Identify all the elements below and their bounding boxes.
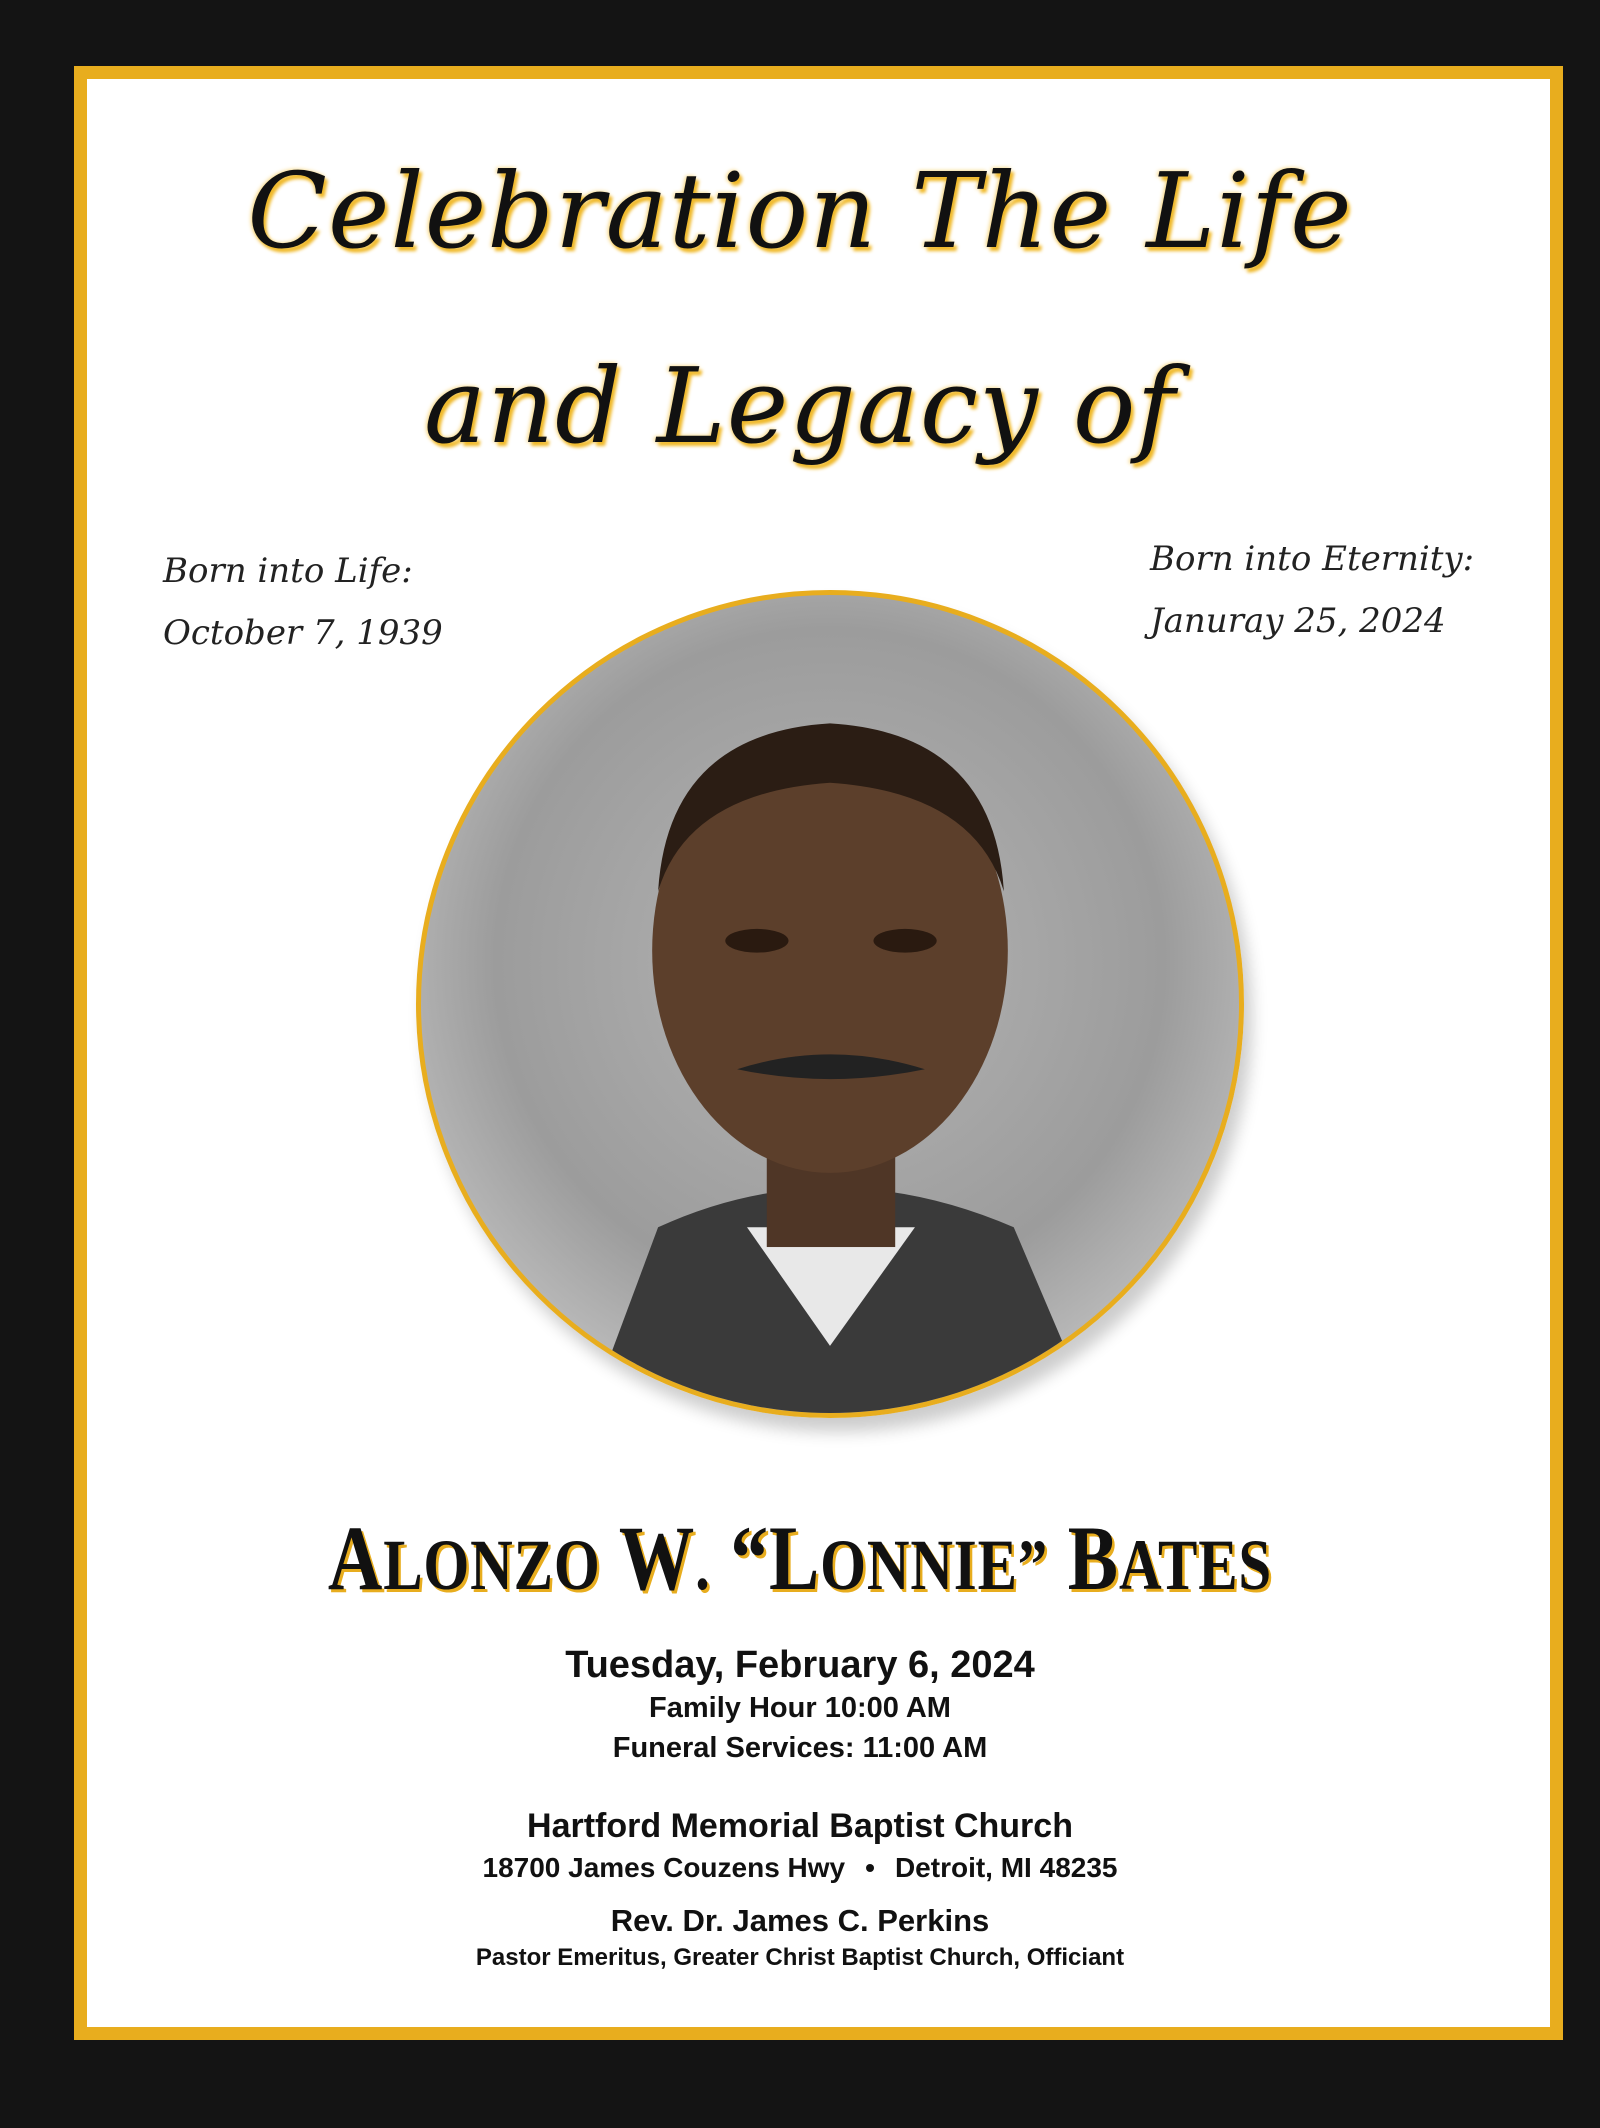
funeral-time: Funeral Services: 11:00 AM — [612, 1732, 988, 1764]
deceased-name — [144, 1505, 1456, 1611]
church-name: Hartford Memorial Baptist Church — [527, 1807, 1073, 1845]
portrait-figure — [421, 595, 1239, 1413]
street: 18700 James Couzens Hwy — [482, 1852, 846, 1883]
officiant-title: Pastor Emeritus, Greater Christ Baptist Church, Officiant — [475, 1944, 1125, 1971]
portrait-photo — [416, 590, 1244, 1418]
city: Detroit, MI 48235 — [894, 1852, 1118, 1883]
birth-block — [163, 540, 443, 664]
service-date: Tuesday, February 6, 2024 — [565, 1644, 1035, 1686]
church-address — [0, 1852, 1600, 1884]
death-label: Born into Eternity: — [1150, 539, 1475, 579]
title-line-1: Celebration The Life — [247, 150, 1353, 272]
death-block — [1150, 528, 1474, 652]
family-hour: Family Hour 10:00 AM — [649, 1692, 951, 1724]
title-line-2: and Legacy of — [424, 345, 1176, 467]
name-nickname: “LONNIE” — [730, 1507, 1049, 1609]
birth-label: Born into Life: — [163, 551, 413, 591]
birth-date: October 7, 1939 — [163, 613, 443, 653]
death-date: Januray 25, 2024 — [1150, 601, 1446, 641]
name-first: ALONZO W. — [327, 1507, 711, 1609]
name-last: BATES — [1067, 1507, 1273, 1609]
separator-dot: • — [865, 1852, 875, 1883]
officiant-name: Rev. Dr. James C. Perkins — [610, 1903, 990, 1938]
